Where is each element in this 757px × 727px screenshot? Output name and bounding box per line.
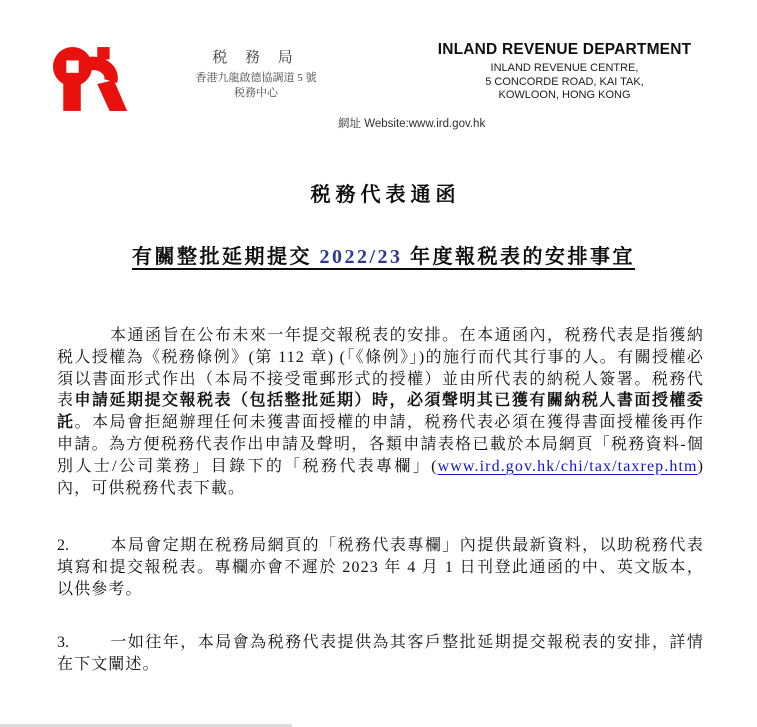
letter-subject	[0, 240, 757, 269]
subject-text-pre: 有關整批延期提交	[131, 246, 320, 268]
paragraph-2-number: 2.	[57, 537, 69, 555]
department-block-english	[412, 41, 717, 103]
taxrep-webpage-link[interactable]: www.ird.gov.hk/chi/tax/taxrep.htm	[437, 457, 698, 475]
subject-year: 2022/23	[319, 246, 403, 268]
paragraph-1-text-end: )內，可供税務代表下載。	[57, 457, 704, 497]
website-line: 網址 Website:www.ird.gov.hk	[338, 118, 486, 130]
paragraph-2	[57, 535, 704, 600]
department-address-english-line1: INLAND REVENUE CENTRE,	[490, 62, 639, 74]
department-address-english-line2: 5 CONCORDE ROAD, KAI TAK,	[485, 75, 644, 88]
paragraph-3-number: 3.	[57, 633, 69, 651]
department-address-chinese-line2: 税務中心	[234, 87, 278, 99]
paragraph-1-bold-text: 申請延期提交報税表（包括整批延期）時，必須聲明其已獲有關納税人書面授權委託	[57, 392, 704, 432]
ird-logo-icon	[48, 45, 128, 113]
department-address-english-line3: KOWLOON, HONG KONG	[498, 89, 631, 101]
paragraph-1	[57, 325, 704, 499]
paragraph-2-text: 本局會定期在税務局網頁的「税務代表專欄」內提供最新資料，以助税務代表填寫和提交報税表。專欄亦會不遲於 2023 年 4 月 1 日刊登此通函的中、英文版本，以供參考。	[57, 537, 704, 598]
letter-body	[57, 325, 704, 675]
department-block-chinese	[168, 46, 344, 101]
department-address-chinese-line1: 香港九龍啟德協調道 5 號	[195, 72, 317, 84]
paragraph-3	[57, 632, 704, 676]
department-name-english: INLAND REVENUE DEPARTMENT	[437, 41, 692, 58]
letter-title: 税務代表通函	[310, 184, 461, 206]
department-name-chinese: 税 務 局	[212, 50, 300, 66]
paragraph-1-text-continued: 。本局會拒絕辦理任何未獲書面授權的申請，税務代表必須在獲得書面授權後再作申請。為方便税務代表作出申請及聲明，各類申請表格已載於本局網頁「税務資料-個別人士/公司業務」目錄下的「税務代表專欄」(	[57, 414, 704, 475]
paragraph-1-text: 本通函旨在公布未來一年提交報税表的安排。在本通函內，税務代表是指獲納税人授權為《税務條例》(第 112 章) (「《條例》」)的施行而代其行事的人。有關授權必須以書面形式作出（本局不接受電郵形式的授權）並由所代表的納税人簽署。税務代表	[57, 327, 704, 410]
paragraph-3-text: 一如往年，本局會為税務代表提供為其客戶整批延期提交報税表的安排，詳情在下文闡述。	[57, 633, 704, 673]
subject-text-post: 年度報税表的安排事宜	[402, 246, 636, 268]
letter-subject-underlined	[132, 246, 635, 268]
